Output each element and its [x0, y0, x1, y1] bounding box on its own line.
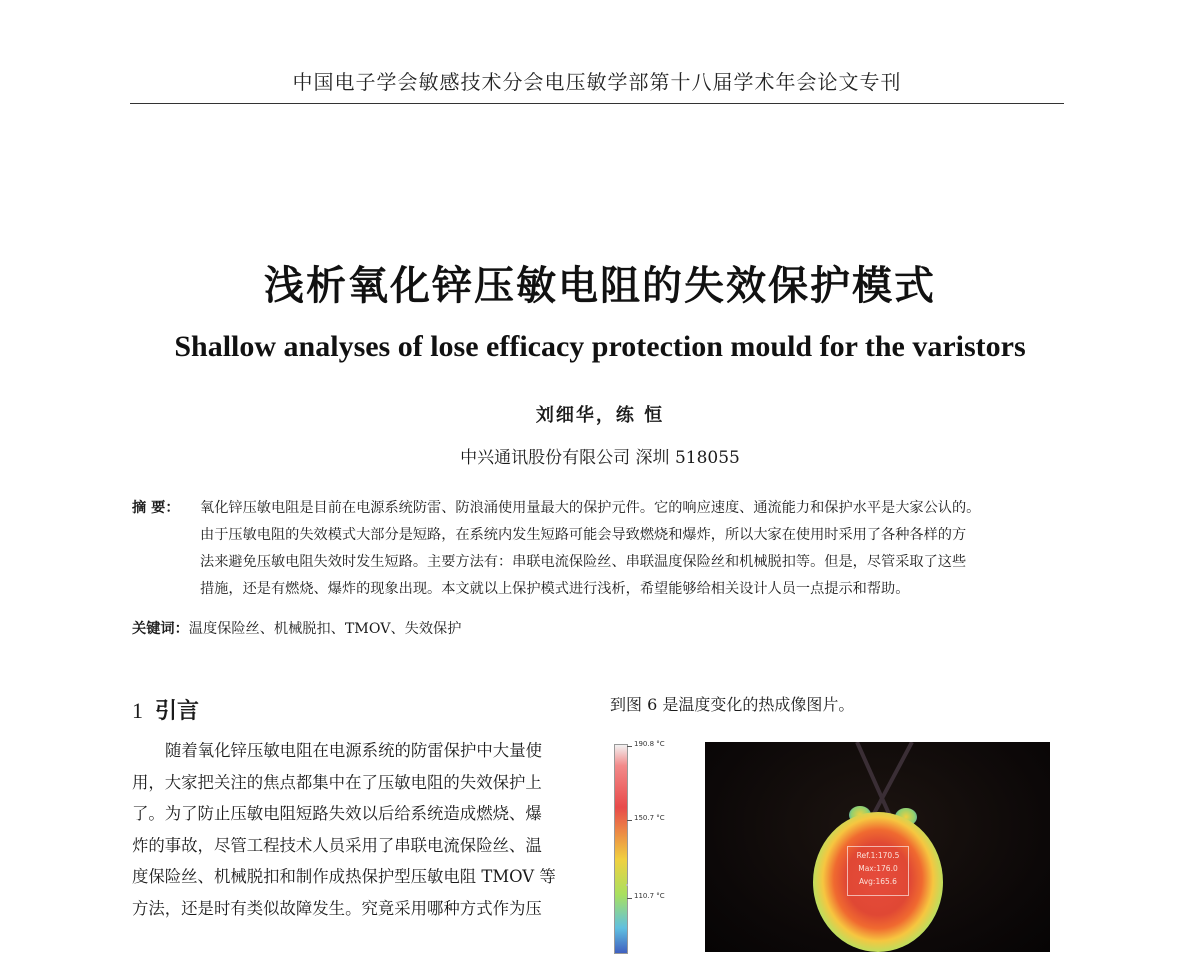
page-title-cn: 浅析氧化锌压敏电阻的失效保护模式 — [264, 263, 936, 309]
measurement-line: Ref.1:170.5 — [856, 851, 900, 860]
colorbar-tick-mark — [627, 820, 632, 821]
section-name: 引言 — [155, 699, 200, 724]
keywords — [132, 616, 1072, 643]
abstract-line: 措施，还是有燃烧、爆炸的现象出现。本文就以上保护模式进行浅析，希望能够给相关设计人员一点提示和帮助。 — [200, 581, 910, 597]
disc-measurement-label — [847, 846, 909, 896]
body-line: 用，大家把关注的焦点都集中在了压敏电阻的失效保护上 — [132, 772, 542, 792]
body-line: 炸的事故，尽管工程技术人员采用了串联电流保险丝、温 — [132, 835, 542, 855]
body-line: 随着氧化锌压敏电阻在电源系统的防雷保护中大量使 — [165, 741, 542, 760]
measurement-line: Avg:165.6 — [859, 877, 897, 886]
affiliation: 中兴通讯股份有限公司 深圳 518055 — [460, 448, 740, 468]
colorbar-tick-label: 190.8 °C — [634, 740, 665, 748]
page-title-en: Shallow analyses of lose efficacy protection mould for the varistors — [174, 330, 1026, 363]
abstract-line: 法来避免压敏电阻失效时发生短路。主要方法有：串联电流保险丝、串联温度保险丝和机械脱扣等。但是，尽管采取了这些 — [200, 554, 967, 570]
keywords-text: 温度保险丝、机械脱扣、TMOV、失效保护 — [188, 621, 462, 637]
journal-header: 中国电子学会敏感技术分会电压敏学部第十八届学术年会论文专刊 — [292, 70, 902, 94]
thermal-image — [705, 742, 1050, 952]
section-number: 1 — [132, 698, 143, 723]
authors: 刘细华，练 恒 — [535, 405, 665, 426]
colorbar-tick-mark — [627, 746, 632, 747]
abstract-label: 摘 要： — [132, 500, 180, 516]
section-title — [132, 694, 199, 725]
body-line: 度保险丝、机械脱扣和制作成热保护型压敏电阻 TMOV 等 — [132, 867, 556, 886]
colorbar-tick-label: 110.7 °C — [634, 892, 665, 900]
body-line: 了。为了防止压敏电阻短路失效以后给系统造成燃烧、爆 — [132, 804, 542, 823]
scan-speck — [626, 884, 628, 886]
abstract-line: 由于压敏电阻的失效模式大部分是短路，在系统内发生短路可能会导致燃烧和爆炸，所以大家在使用时采用了各种各样的方 — [200, 527, 967, 543]
thermal-figure — [608, 732, 1058, 952]
abstract — [132, 495, 1072, 603]
measurement-line: Max:176.0 — [858, 864, 898, 873]
keywords-label: 关键词： — [132, 621, 189, 637]
abstract-line: 氧化锌压敏电阻是目前在电源系统防雷、防浪涌使用量最大的保护元件。它的响应速度、通流能力和保护水平是大家公认的。 — [200, 500, 981, 516]
temperature-colorbar — [614, 744, 628, 954]
colorbar-tick-mark — [627, 898, 632, 899]
right-column-text: 到图 6 是温度变化的热成像图片。 — [610, 695, 855, 714]
body-text — [132, 735, 580, 924]
colorbar-tick-label: 150.7 °C — [634, 814, 665, 822]
header-rule — [130, 103, 1064, 104]
body-line: 方法，还是时有类似故障发生。究竟采用哪种方式作为压 — [132, 898, 542, 918]
